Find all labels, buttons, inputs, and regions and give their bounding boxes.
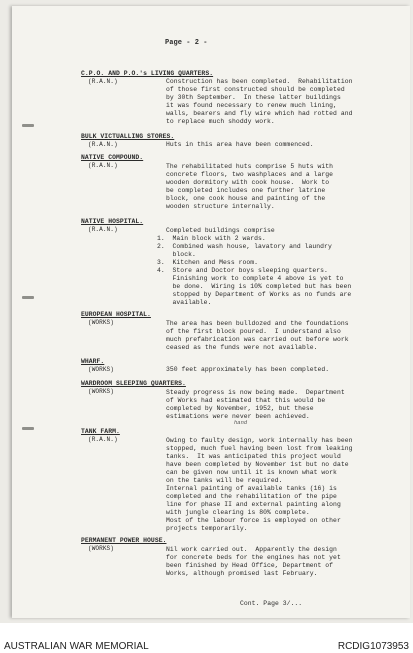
section-line: The rehabilitated huts comprise 5 huts with: [166, 163, 334, 170]
section-line: Owing to faulty design, work internally has been: [166, 437, 353, 444]
section-line: block, one cook house and painting of the: [166, 195, 326, 202]
section-line: 350 feet approximately has been completed.: [166, 366, 330, 373]
section-line: of Works had estimated that this would be: [166, 397, 326, 404]
section-line: Completed buildings comprise: [166, 227, 275, 234]
section-line: ceased as the funds were not available.: [166, 344, 318, 351]
section-line: 3. Kitchen and Mess room.: [157, 259, 259, 266]
section-line: projects temporarily.: [166, 525, 248, 532]
section-line: estimations were never been achieved.: [166, 413, 310, 420]
section-title: NATIVE COMPOUND.: [81, 154, 144, 161]
section-line: walls, bearers and fly wire which had rotted and: [166, 110, 353, 117]
punch-hole-mark: [22, 296, 34, 299]
section-line: can be given now until it is known what work: [166, 469, 337, 476]
section-authority: (R.A.N.): [88, 226, 118, 233]
section-line: be done. Wiring is 10% completed but has been: [157, 283, 352, 290]
section-line: be completed includes one further latrine: [166, 187, 326, 194]
section-line: it was found necessary to renew much lining,: [166, 102, 337, 109]
section-line: been finished by Head Office, Department of: [166, 562, 334, 569]
punch-hole-mark: [22, 124, 34, 127]
section-line: by 30th September. In these latter buildings: [166, 94, 341, 101]
section-title: C.P.O. AND P.O.'s LIVING QUARTERS.: [81, 70, 214, 77]
section-line: much prefabrication was carried out before work: [166, 336, 349, 343]
section-line: 1. Main block with 2 wards.: [157, 235, 266, 242]
section-authority: (R.A.N.): [88, 141, 118, 148]
section-line: wooden structure internally.: [166, 203, 275, 210]
section-line: Huts in this area have been commenced.: [166, 141, 314, 148]
section-line: to replace much shoddy work.: [166, 118, 275, 125]
section-title: WHARF.: [81, 358, 105, 365]
section-line: on the tanks will be required.: [166, 477, 283, 484]
section-line: Internal painting of available tanks (16) is: [166, 485, 337, 492]
section-line: of those first constructed should be completed: [166, 86, 345, 93]
section-line: completed by November, 1952, but these: [166, 405, 314, 412]
section-authority: (R.A.N.): [88, 162, 118, 169]
section-title: BULK VICTUALLING STORES.: [81, 133, 175, 140]
section-title: EUROPEAN HOSPITAL.: [81, 311, 151, 318]
section-line: 4. Store and Doctor boys sleeping quarters.: [157, 267, 328, 274]
section-authority: (WORKS): [88, 319, 114, 326]
page-header: Page - 2 -: [165, 39, 208, 47]
section-line: concrete floors, two washplaces and a large: [166, 171, 334, 178]
section-line: have been completed by November 1st but no date: [166, 461, 349, 468]
section-line: available.: [157, 299, 212, 306]
record-id: RCDIG1073953: [337, 641, 409, 652]
section-line: The area has been bulldozed and the foundations: [166, 320, 349, 327]
section-line: tanks. It was anticipated this project would: [166, 453, 341, 460]
continuation-note: Cont. Page 3/...: [240, 600, 303, 607]
section-authority: (R.A.N.): [88, 78, 118, 85]
section-line: Nil work carried out. Apparently the design: [166, 546, 337, 553]
section-title: PERMANENT POWER HOUSE.: [81, 537, 167, 544]
section-title: WARDROOM SLEEPING QUARTERS.: [81, 380, 186, 387]
section-line: Construction has been completed. Rehabilitation: [166, 78, 353, 85]
section-line: block.: [157, 251, 196, 258]
section-line: Steady progress is now being made. Department: [166, 389, 345, 396]
section-title: NATIVE HOSPITAL.: [81, 218, 144, 225]
handwritten-note: hand: [234, 420, 248, 426]
section-line: stopped, much fuel having been lost from leaking: [166, 445, 353, 452]
punch-hole-mark: [22, 427, 34, 430]
archive-name: AUSTRALIAN WAR MEMORIAL: [4, 641, 149, 652]
section-line: of the first block poured. I understand also: [166, 328, 341, 335]
section-line: completed and the rehabilitation of the pipe: [166, 493, 337, 500]
section-title: TANK FARM.: [81, 428, 120, 435]
section-line: with jungle clearing is 80% complete.: [166, 509, 310, 516]
section-authority: (WORKS): [88, 366, 114, 373]
section-line: Finishing work to complete 4 above is yet to: [157, 275, 344, 282]
section-line: line for phase II and external painting along: [166, 501, 341, 508]
section-line: for concrete beds for the engines has not yet: [166, 554, 341, 561]
section-line: wooden dormitory with cook house. Work to: [166, 179, 330, 186]
section-authority: (WORKS): [88, 545, 114, 552]
section-line: Most of the labour force is employed on other: [166, 517, 341, 524]
section-line: stopped by Department of Works as no funds are: [157, 291, 352, 298]
section-line: 2. Combined wash house, lavatory and laundry: [157, 243, 332, 250]
section-line: Works, although promised last February.: [166, 570, 318, 577]
section-authority: (WORKS): [88, 388, 114, 395]
section-authority: (R.A.N.): [88, 436, 118, 443]
